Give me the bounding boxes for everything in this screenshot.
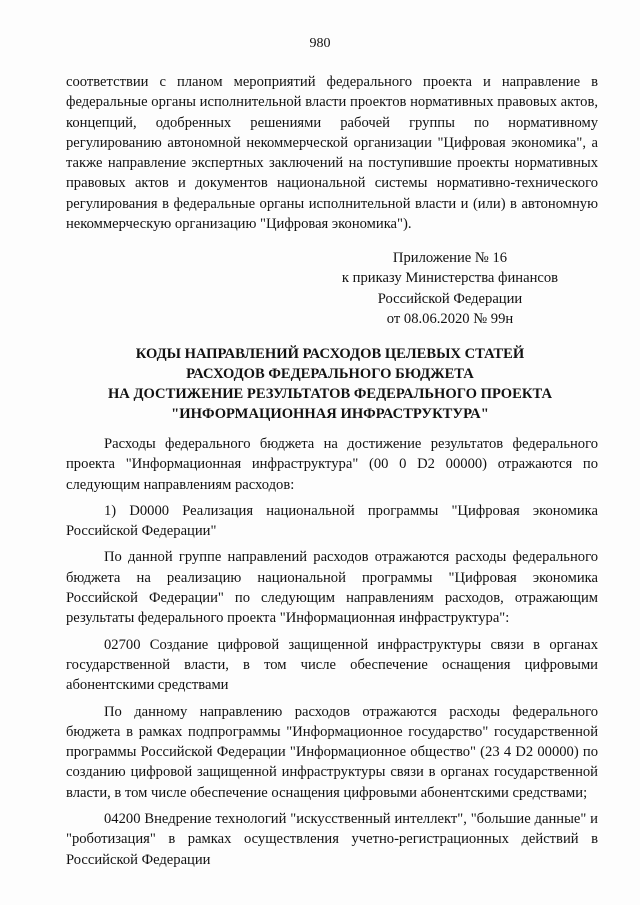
appendix-line-2: к приказу Министерства финансов [341, 270, 559, 287]
title-line-2: РАСХОДОВ ФЕДЕРАЛЬНОГО БЮДЖЕТА [186, 366, 474, 382]
appendix-line-4: от 08.06.2020 № 99н [386, 310, 514, 327]
paragraph: 1) D0000 Реализация национальной программы "Цифровая экономика Российской Федерации" [66, 502, 598, 540]
appendix-header [330, 248, 570, 329]
paragraph: 04200 Внедрение технологий "искусственный интеллект", "большие данные" и "роботизация" в рамках осуществления учетно-регистрационных действий в Российской Федерации [66, 811, 598, 868]
page-number: 980 [309, 36, 331, 51]
paragraph: 02700 Создание цифровой защищенной инфраструктуры связи в органах государственной власти, в том числе обеспечение оснащения цифровыми абонентскими средствами [66, 636, 598, 694]
paragraph: По данному направлению расходов отражаются расходы федерального бюджета в рамках подпрограммы "Информационное государство" государственной программы Российской Федерации "Информационное общество" (23 4 D2 00000) по созданию цифровой защищенной инфраструктуры связи в органах государственной власти, в том числе обеспечение оснащения цифровыми абонентскими средствами; [66, 703, 598, 801]
paragraph: Расходы федерального бюджета на достижение результатов федерального проекта "Информационная инфраструктура" (00 0 D2 00000) отражаются по следующим направлениям расходов: [66, 436, 598, 493]
appendix-line-1: Приложение № 16 [392, 250, 508, 266]
body-text [66, 434, 598, 876]
title-line-1: КОДЫ НАПРАВЛЕНИЙ РАСХОДОВ ЦЕЛЕВЫХ СТАТЕЙ [135, 346, 525, 362]
intro-paragraph: соответствии с планом мероприятий федерального проекта и направление в федеральные органы исполнительной власти проектов нормативных правовых актов, концепций, одобренных решениями рабочей группы по нормативному регулированию автономной некоммерческой организации "Цифровая экономика", а также направление экспертных заключений на поступившие проекты нормативных правовых актов и документов национальной системы нормативно-технического регулирования в федеральные органы исполнительной власти и (или) в автономную некоммерческую организацию "Цифровая экономика"). [66, 74, 598, 233]
title-line-4: "ИНФОРМАЦИОННАЯ ИНФРАСТРУКТУРА" [171, 406, 489, 422]
document-title [60, 344, 600, 424]
appendix-line-3: Российской Федерации [377, 290, 523, 307]
title-line-3: НА ДОСТИЖЕНИЕ РЕЗУЛЬТАТОВ ФЕДЕРАЛЬНОГО ПРОЕКТА [107, 386, 553, 402]
paragraph: По данной группе направлений расходов отражаются расходы федерального бюджета на реализацию национальной программы "Цифровая экономика Российской Федерации" по следующим направлениям расходов, отражающим результаты федерального проекта "Информационная инфраструктура": [66, 549, 598, 627]
